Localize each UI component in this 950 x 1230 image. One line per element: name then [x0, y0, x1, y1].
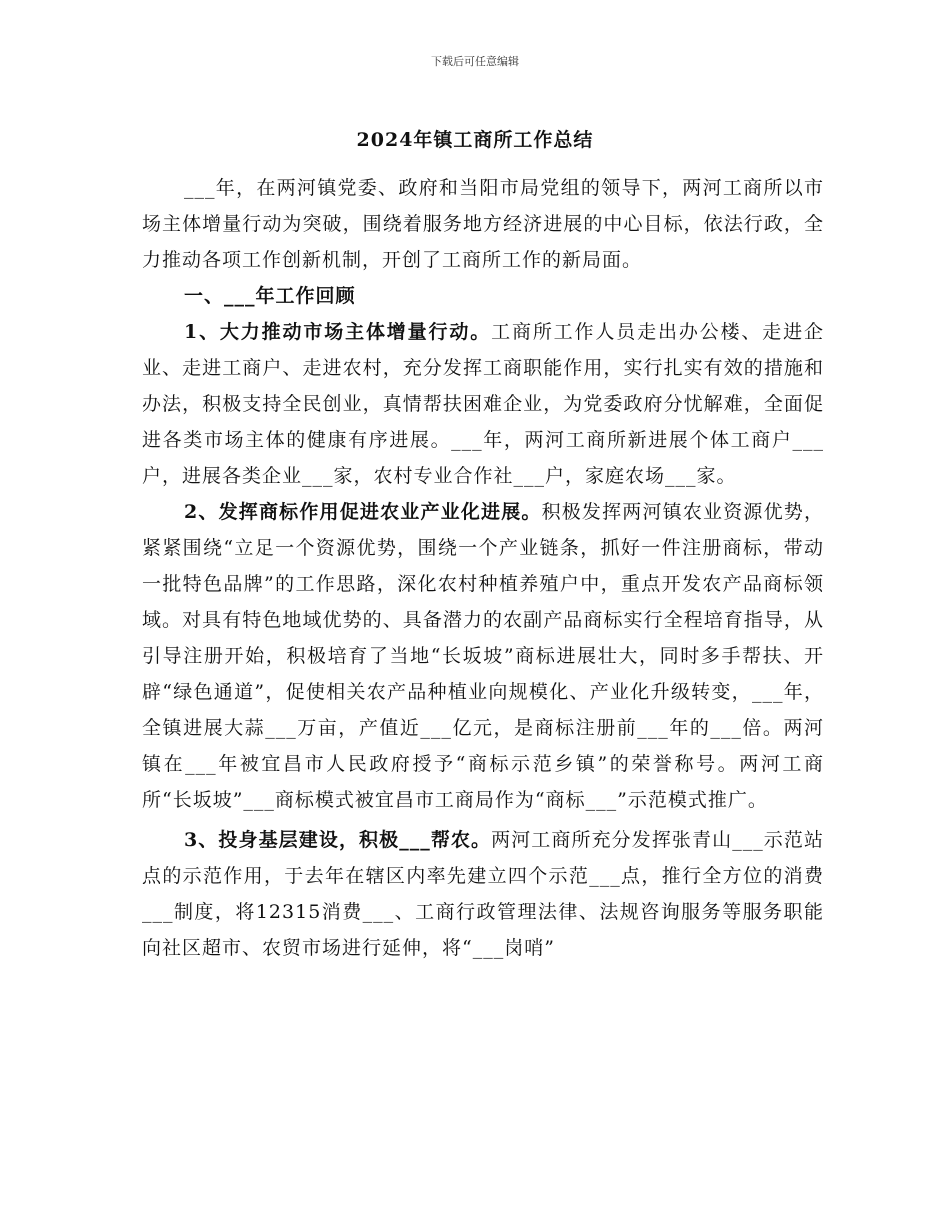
document-body: [142, 170, 824, 966]
item-1-paragraph: [142, 314, 824, 494]
item-2-paragraph: [142, 494, 824, 818]
item-3-lead: 3、投身基层建设，积极___帮农。: [184, 829, 492, 851]
page-header-note: 下载后可任意编辑: [431, 55, 519, 68]
item-3-paragraph: [142, 822, 824, 966]
item-3-text: 两河工商所充分发挥张青山___示范站点的示范作用，于去年在辖区内率先建立四个示范___点，推行全方位的消费___制度，将12315消费___、工商行政管理法律、法规咨询服务等服务职能向社区超市、农贸市场进行延伸，将“___岗哨”: [142, 829, 824, 959]
section-heading: 一、___年工作回顾: [184, 285, 356, 307]
intro-paragraph: ___年，在两河镇党委、政府和当阳市局党组的领导下，两河工商所以市场主体增量行动为突破，围绕着服务地方经济进展的中心目标，依法行政，全力推动各项工作创新机制，开创了工商所工作的新局面。: [142, 177, 824, 271]
item-2-lead: 2、发挥商标作用促进农业产业化进展。: [184, 501, 542, 523]
item-2-text: 积极发挥两河镇农业资源优势，紧紧围绕“立足一个资源优势，围绕一个产业链条，抓好一件注册商标，带动一批特色品牌”的工作思路，深化农村种植养殖户中，重点开发农产品商标领域。对具有特色地域优势的、具备潜力的农副产品商标实行全程培育指导，从引导注册开始，积极培育了当地“长坂坡”商标进展壮大，同时多手帮扶、开辟“绿色通道”，促使相关农产品种植业向规模化、产业化升级转变，___年，全镇进展大蒜___万亩，产值近___亿元，是商标注册前___年的___倍。两河镇在___年被宜昌市人民政府授予“商标示范乡镇”的荣誉称号。两河工商所“长坂坡”___商标模式被宜昌市工商局作为“商标___”示范模式推广。: [142, 501, 824, 811]
document-title: 2024年镇工商所工作总结: [356, 129, 594, 151]
item-1-text: 工商所工作人员走出办公楼、走进企业、走进工商户、走进农村，充分发挥工商职能作用，实行扎实有效的措施和办法，积极支持全民创业，真情帮扶困难企业，为党委政府分忧解难，全面促进各类市场主体的健康有序进展。___年，两河工商所新进展个体工商户___户，进展各类企业___家，农村专业合作社___户，家庭农场___家。: [142, 321, 824, 487]
item-1-lead: 1、大力推动市场主体增量行动。: [184, 321, 492, 343]
